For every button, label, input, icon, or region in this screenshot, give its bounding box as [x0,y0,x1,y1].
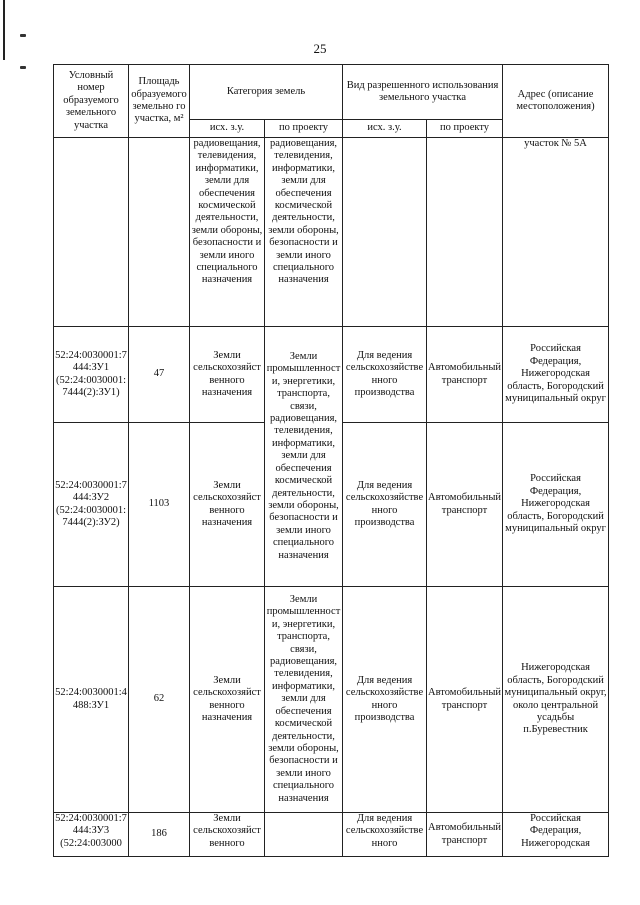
cell-category-existing: Земли сельскохозяйственного назначения [190,423,265,587]
header-plot-area: Площадь образуемого земельно го участка, м² [129,65,190,138]
header-plot-number: Условный номер образуемого земельного участка [54,65,129,138]
cell-use-existing: Для ведения сельскохозяйственного производства [343,587,427,813]
cell-address: участок № 5А [503,138,609,327]
cell-plot-number: 52:24:0030001:4488:ЗУ1 [54,587,129,813]
cell-plot-area: 47 [129,327,190,423]
cell-use-existing: Для ведения сельскохозяйственного производства [343,423,427,587]
cell-category-existing: Земли сельскохозяйственного назначения [190,327,265,423]
cell-category-project: Земли промышленности, энергетики, транспорта, связи, радиовещания, телевидения, информатики, земли для обеспечения космической деятельности, земли обороны, безопасности и земли иного специального назначения [265,327,343,587]
cell-category-existing: Земли сельскохозяйственного [190,813,265,857]
cell-plot-number: 52:24:0030001:7444:ЗУ2 (52:24:0030001:7444(2):ЗУ2) [54,423,129,587]
cell-category-project: Земли промышленности, энергетики, транспорта, связи, радиовещания, телевидения, информатики, земли для обеспечения космической деятельности, земли обороны, безопасности и земли иного специального назначения [265,587,343,813]
cell-category-project: радиовещания, телевидения, информатики, земли для обеспечения космической деятельности, земли обороны, безопасности и земли иного специального назначения [265,138,343,327]
binder-mark [20,34,26,37]
land-plots-table [53,64,609,857]
cell-plot-area: 186 [129,813,190,857]
cell-plot-area: 62 [129,587,190,813]
cell-use-project: Автомобильный транспорт [427,423,503,587]
cell-plot-number: 52:24:0030001:7444:ЗУ3 (52:24:003000 [54,813,129,857]
header-address: Адрес (описание местоположения) [503,65,609,138]
table-row [54,327,609,423]
cell-use-project: Автомобильный транспорт [427,327,503,423]
header-category-project: по проекту [265,120,343,138]
cell-address: Нижегородская область, Богородский муниципальный округ, около центральной усадьбы п.Буревестник [503,587,609,813]
header-use-project: по проекту [427,120,503,138]
cell-category-existing: радиовещания, телевидения, информатики, земли для обеспечения космической деятельности, земли обороны, безопасности и земли иного специального назначения [190,138,265,327]
table-row [54,813,609,857]
binder-margin [0,0,14,905]
cell-category-existing: Земли сельскохозяйственного назначения [190,587,265,813]
header-category-existing: исх. з.у. [190,120,265,138]
cell-plot-area: 1103 [129,423,190,587]
header-use-existing: исх. з.у. [343,120,427,138]
binder-mark [20,66,26,69]
cell-use-existing [343,138,427,327]
table-row [54,138,609,327]
table-row [54,587,609,813]
cell-plot-area [129,138,190,327]
cell-use-existing: Для ведения сельскохозяйственного [343,813,427,857]
cell-use-project: Автомобильный транспорт [427,587,503,813]
header-land-category: Категория земель [190,65,343,120]
cell-address: Российская Федерация, Нижегородская [503,813,609,857]
cell-plot-number: 52:24:0030001:7444:ЗУ1 (52:24:0030001:7444(2):ЗУ1) [54,327,129,423]
cell-plot-number [54,138,129,327]
cell-use-project [427,138,503,327]
cell-address: Российская Федерация, Нижегородская область, Богородский муниципальный округ [503,423,609,587]
cell-use-project: Автомобильный транспорт [427,813,503,857]
page-number: 25 [313,41,327,56]
cell-address: Российская Федерация, Нижегородская область, Богородский муниципальный округ [503,327,609,423]
cell-category-project [265,813,343,857]
cell-use-existing: Для ведения сельскохозяйственного производства [343,327,427,423]
header-permitted-use: Вид разрешенного использования земельного участка [343,65,503,120]
